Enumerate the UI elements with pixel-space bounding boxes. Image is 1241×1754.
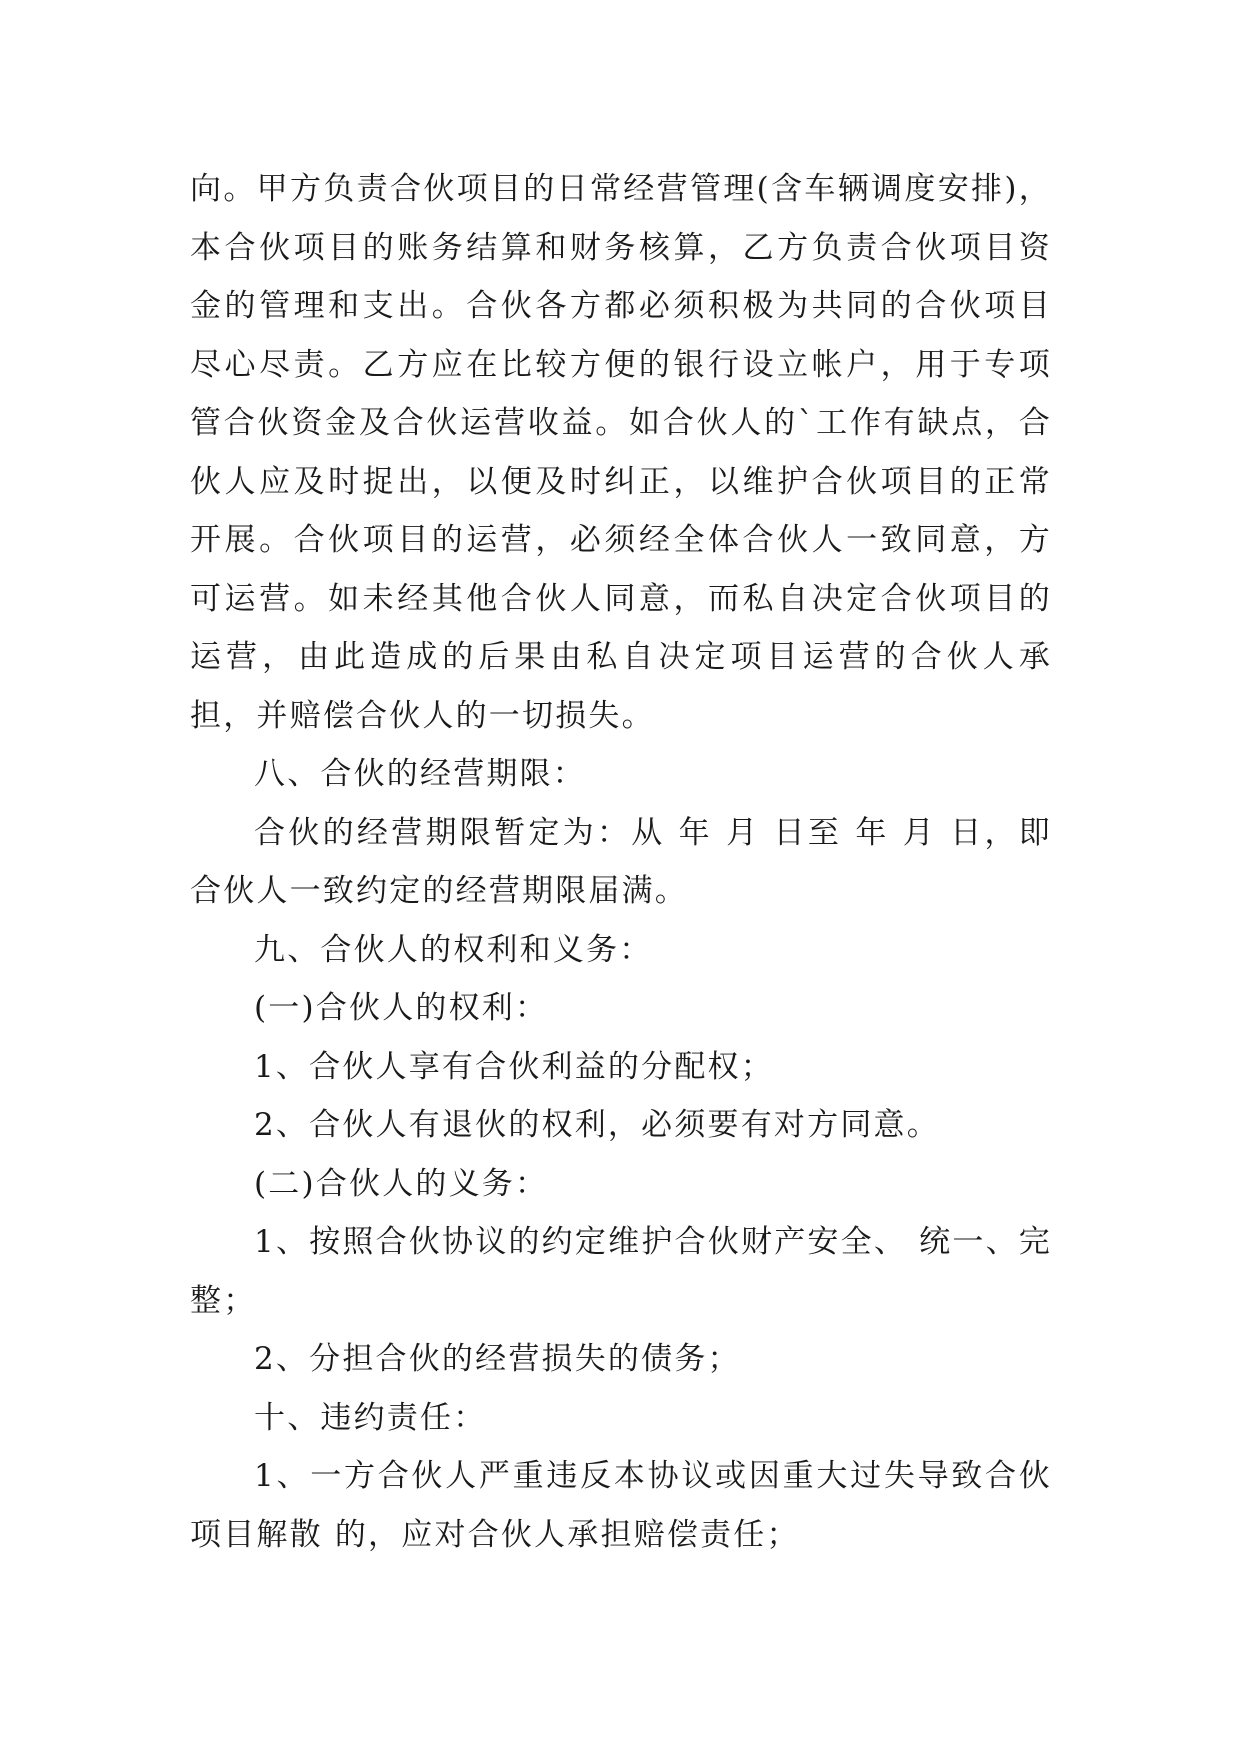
paragraph-term: 合伙的经营期限暂定为：从 年 月 日至 年 月 日，即合伙人一致约定的经营期限届满。: [190, 814, 1052, 909]
list-item-right-1: 1、合伙人享有合伙利益的分配权；: [254, 1048, 774, 1085]
subheading-rights: (一)合伙人的权利：: [254, 990, 549, 1026]
list-item-liability-1: 1、一方合伙人严重违反本协议或因重大过失导致合伙项目解散 的，应对合伙人承担赔偿责任；: [190, 1458, 1052, 1553]
heading-section-10: 十、违约责任：: [254, 1399, 487, 1436]
heading-section-8: 八、合伙的经营期限：: [254, 756, 586, 792]
list-item-obligation-2: 2、分担合伙的经营损失的债务；: [254, 1341, 741, 1377]
subheading-obligations: (二)合伙人的义务：: [254, 1165, 549, 1202]
paragraph-management: 向。甲方负责合伙项目的日常经营管理(含车辆调度安排)，本合伙项目的账务结算和财务核算，乙方负责合伙项目资金的管理和支出。合伙各方都必须积极为共同的合伙项目尽心尽责。乙方应在比较方便的银行设立帐户，用于专项管合伙资金及合伙运营收益。如合伙人的`工作有缺点，合伙人应及时捉出，以便及时纠正，以维护合伙项目的正常开展。合伙项目的运营，必须经全体合伙人一致同意，方可运营。如未经其他合伙人同意，而私自决定合伙项目的运营，由此造成的后果由私自决定项目运营的合伙人承担，并赔偿合伙人的一切损失。: [190, 171, 1052, 734]
list-item-obligation-1: 1、按照合伙协议的约定维护合伙财产安全、 统一、完整；: [190, 1224, 1052, 1319]
list-item-right-2: 2、合伙人有退伙的权利，必须要有对方同意。: [254, 1107, 940, 1143]
document-body: [190, 160, 1052, 1564]
heading-section-9: 九、合伙人的权利和义务：: [254, 931, 653, 968]
